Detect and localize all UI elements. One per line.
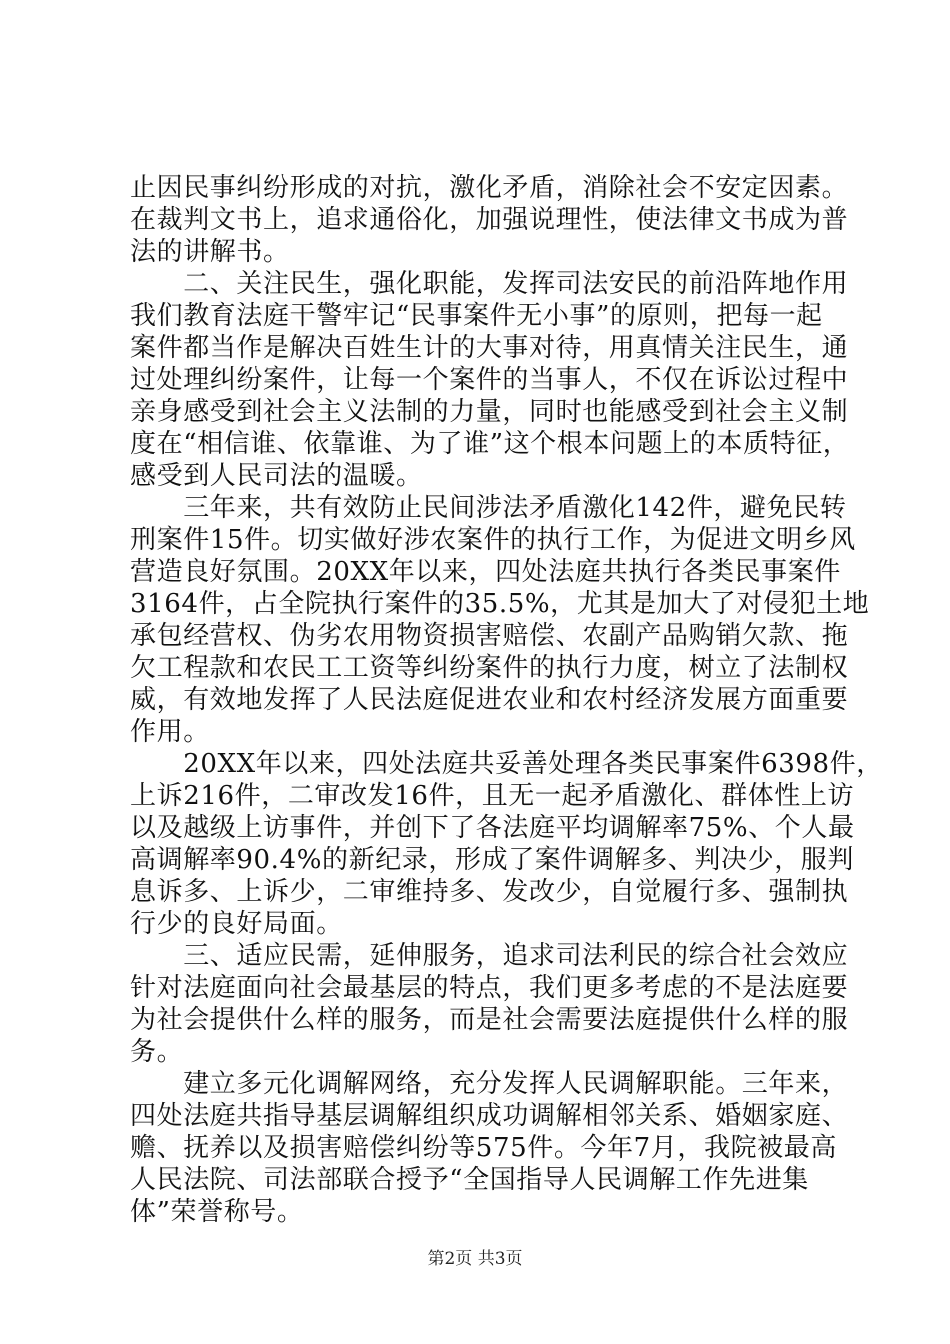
text-line: 承包经营权、伪劣农用物资损害赔偿、农副产品购销欠款、拖 (130, 621, 849, 651)
text-line: 息诉多、上诉少，二审维持多、发改少，自觉履行多、强制执 (130, 877, 849, 907)
page-number-footer: 第2页 共3页 (427, 1249, 523, 1269)
text-line: 作用。 (130, 717, 210, 747)
text-line: 四处法庭共指导基层调解组织成功调解相邻关系、婚姻家庭、 (130, 1101, 849, 1131)
text-line: 营造良好氛围。20XX年以来，四处法庭共执行各类民事案件 (130, 557, 841, 587)
text-line: 止因民事纠纷形成的对抗，激化矛盾，消除社会不安定因素。 (130, 173, 849, 203)
text-line: 法的讲解书。 (130, 237, 290, 267)
text-line: 欠工程款和农民工工资等纠纷案件的执行力度，树立了法制权 (130, 653, 849, 683)
text-line: 行少的良好局面。 (130, 909, 343, 939)
text-line: 案件都当作是解决百姓生计的大事对待，用真情关注民生，通 (130, 333, 849, 363)
text-line: 刑案件15件。切实做好涉农案件的执行工作，为促进文明乡风 (130, 525, 856, 555)
text-line: 我们教育法庭干警牢记“民事案件无小事”的原则，把每一起 (130, 301, 823, 331)
text-line: 建立多元化调解网络，充分发挥人民调解职能。三年来， (130, 1069, 849, 1099)
section-heading: 二、关注民生，强化职能，发挥司法安民的前沿阵地作用 (130, 269, 849, 299)
section-heading: 三、适应民需，延伸服务，追求司法利民的综合社会效应 (130, 941, 849, 971)
text-line: 务。 (130, 1037, 184, 1067)
text-line: 度在“相信谁、依靠谁、为了谁”这个根本问题上的本质特征， (130, 429, 850, 459)
text-line: 以及越级上访事件，并创下了各法庭平均调解率75%、个人最 (130, 813, 855, 843)
text-line: 3164件，占全院执行案件的35.5%，尤其是加大了对侵犯土地 (130, 589, 870, 619)
text-line: 在裁判文书上，追求通俗化，加强说理性，使法律文书成为普 (130, 205, 849, 235)
text-line: 威，有效地发挥了人民法庭促进农业和农村经济发展方面重要 (130, 685, 849, 715)
text-line: 三年来，共有效防止民间涉法矛盾激化142件，避免民转 (130, 493, 847, 523)
text-line: 为社会提供什么样的服务，而是社会需要法庭提供什么样的服 (130, 1005, 849, 1035)
text-line: 感受到人民司法的温暖。 (130, 461, 423, 491)
text-line: 针对法庭面向社会最基层的特点，我们更多考虑的不是法庭要 (130, 973, 849, 1003)
text-line: 上诉216件，二审改发16件，且无一起矛盾激化、群体性上访 (130, 781, 855, 811)
text-line: 体”荣誉称号。 (130, 1197, 304, 1227)
text-line: 高调解率90.4%的新纪录，形成了案件调解多、判决少，服判 (130, 845, 854, 875)
text-line: 20XX年以来，四处法庭共妥善处理各类民事案件6398件， (130, 749, 883, 779)
text-line: 赡、抚养以及损害赔偿纠纷等575件。今年7月，我院被最高 (130, 1133, 837, 1163)
text-line: 过处理纠纷案件，让每一个案件的当事人，不仅在诉讼过程中 (130, 365, 849, 395)
text-line: 亲身感受到社会主义法制的力量，同时也能感受到社会主义制 (130, 397, 849, 427)
text-line: 人民法院、司法部联合授予“全国指导人民调解工作先进集 (130, 1165, 809, 1195)
